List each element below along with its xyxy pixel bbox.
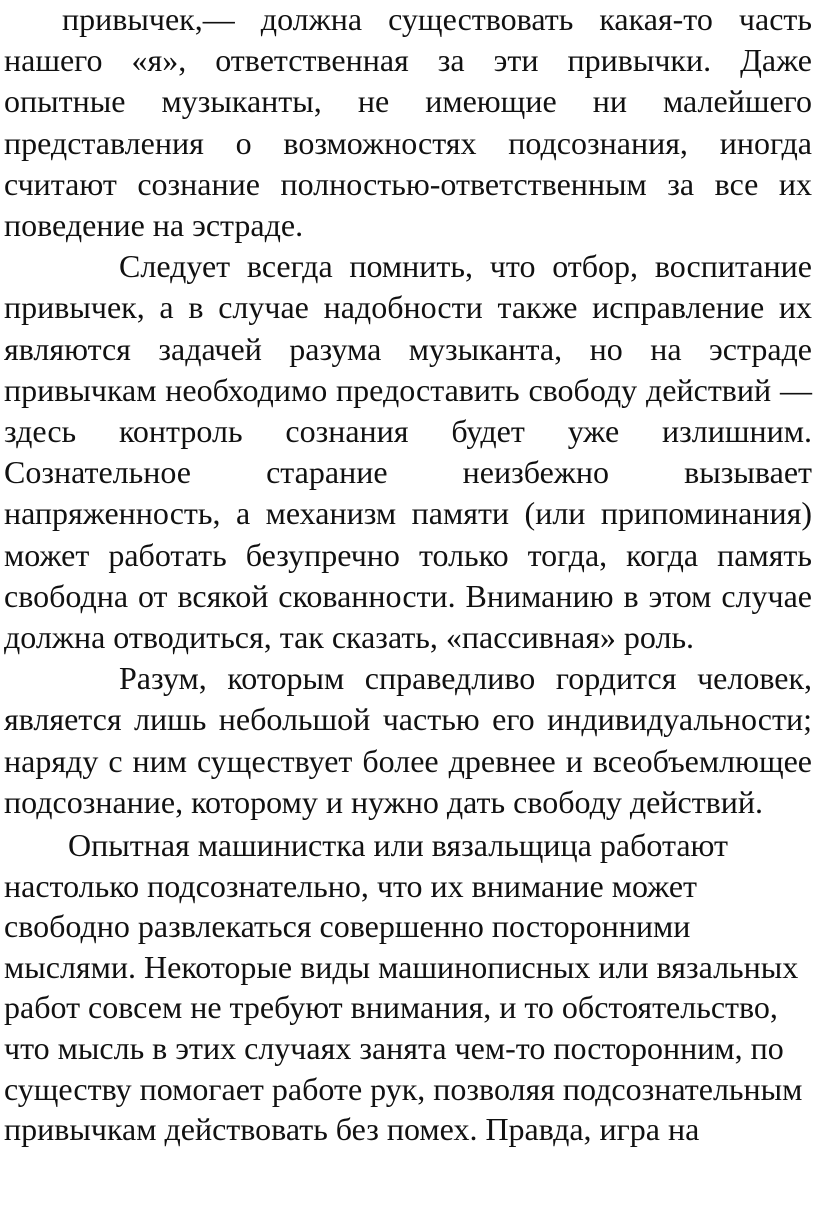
paragraph-4: Опытная машинистка или вязальщица работают настолько подсознательно, что их внимание может свободно развлекаться совершенно посторонними мыслями. Некоторые виды машинописных или вязальных работ совсем не требуют внимания, и то обстоятельство, что мысль в этих случаях занята чем-то посторонним, по существу помогает работе рук, позволяя подсознательным привычкам действовать без помех. Правда, игра на — [4, 827, 803, 1148]
paragraph-3: Разум, которым справедливо гордится человек, является лишь небольшой частью его индивидуальности; наряду с ним существует более древнее и всеобъемлющее подсознание, которому и нужно дать свободу действий. — [4, 660, 812, 820]
paragraph-2: Следует всегда помнить, что отбор, воспитание привычек, а в случае надобности также исправление их являются задачей разума музыканта, но на эстраде привычкам необходимо предоставить свободу действий — здесь контроль сознания будет уже излишним. Сознательное старание неизбежно вызывает напряженность, а механизм памяти (или припоминания) может работать безупречно только тогда, когда память свободна от всякой скованности. Вниманию в этом случае должна отводиться, так сказать, «пассивная» роль. — [4, 248, 812, 656]
paragraph-1: привычек,— должна существовать какая-то часть нашего «я», ответственная за эти привычки. Даже опытные музыканты, не имеющие ни малейшего представления о возможностях подсознания, иногда считают сознание полностью-ответственным за все их поведение на эстраде. — [4, 1, 812, 244]
